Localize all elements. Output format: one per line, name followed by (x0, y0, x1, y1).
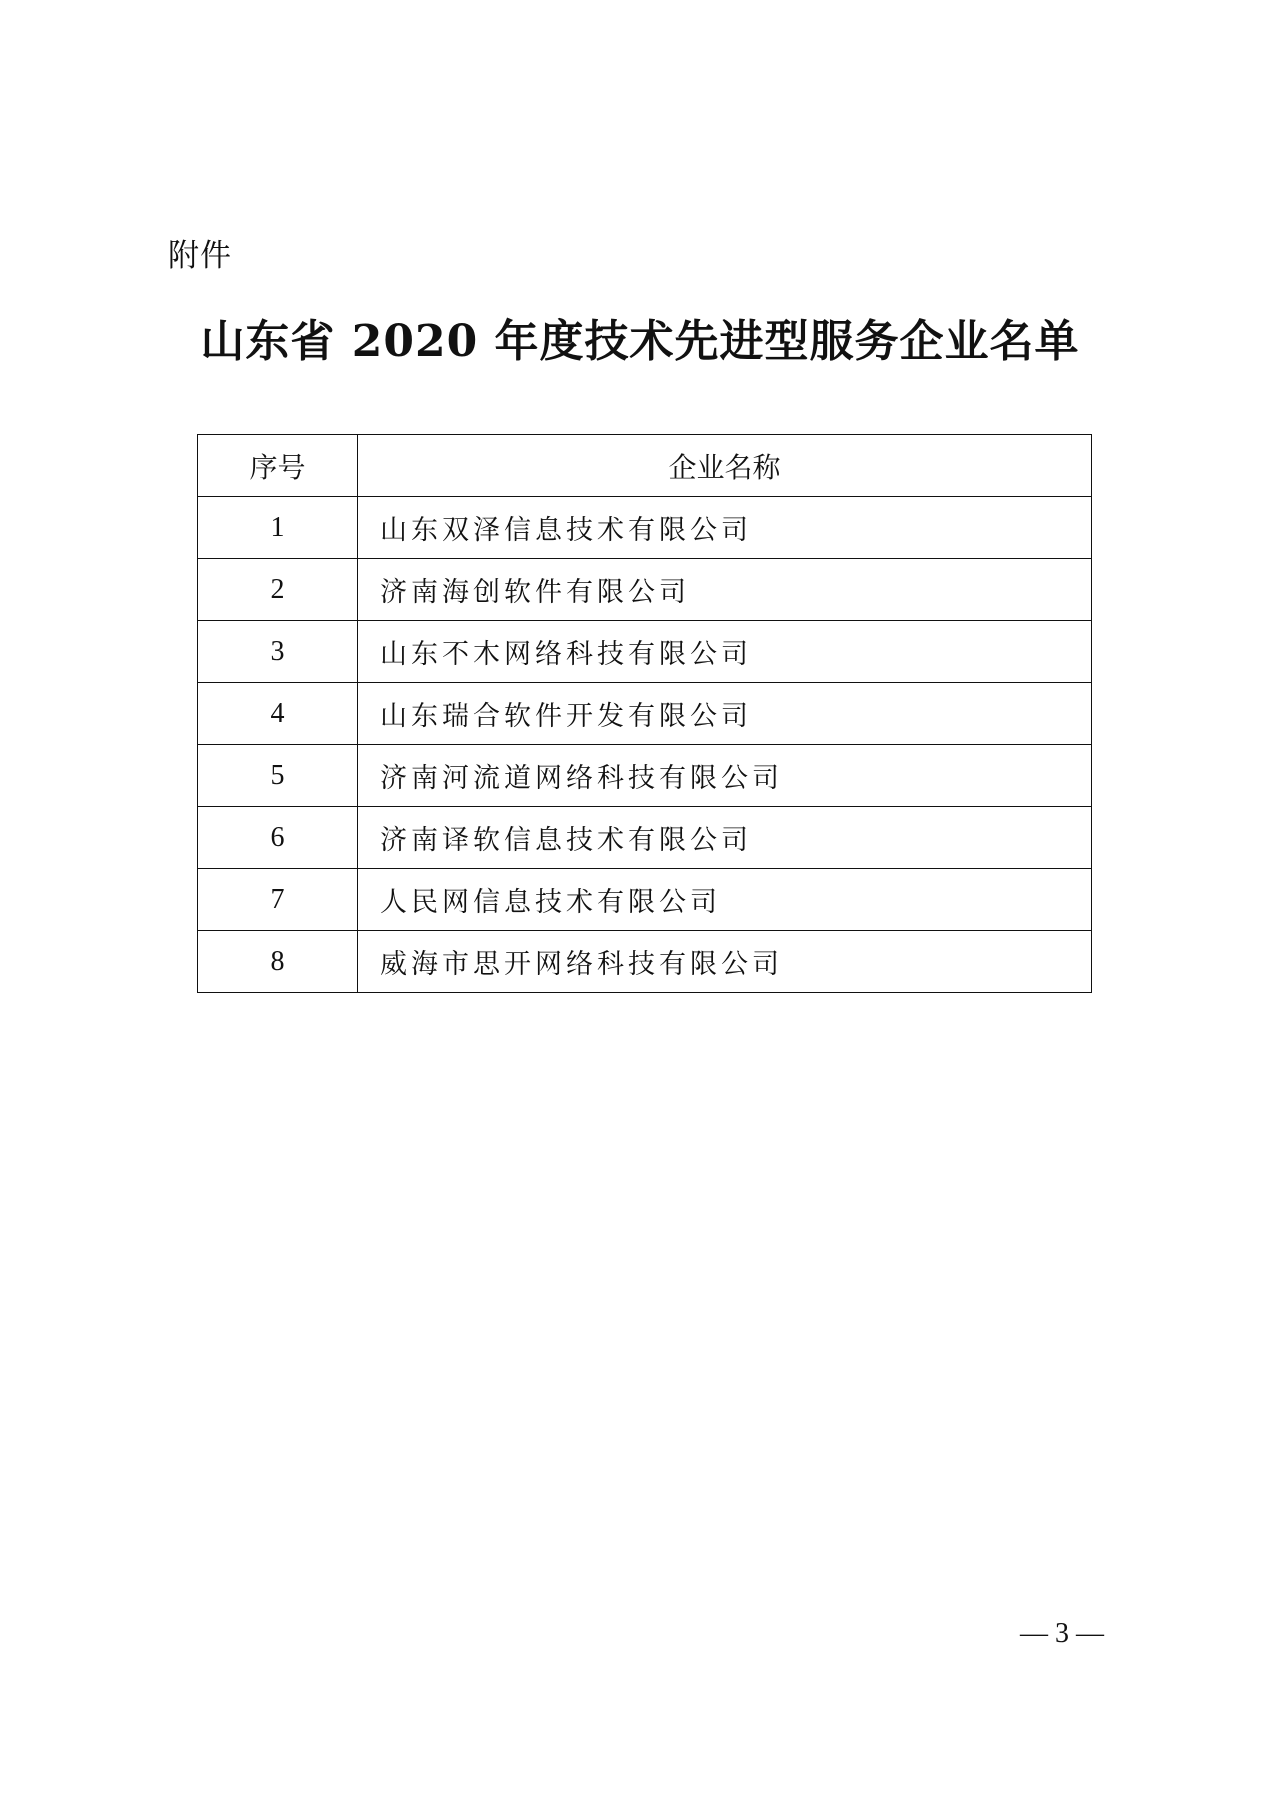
row-serial-number: 4 (198, 683, 358, 745)
table-row (198, 497, 1092, 559)
attachment-label: 附件 (168, 238, 232, 274)
row-enterprise-name: 威海市思开网络科技有限公司 (358, 931, 1092, 993)
table-row (198, 559, 1092, 621)
column-header-serial-number: 序号 (198, 435, 358, 497)
column-header-enterprise-name: 企业名称 (358, 435, 1092, 497)
row-enterprise-name: 人民网信息技术有限公司 (358, 869, 1092, 931)
row-enterprise-name: 山东瑞合软件开发有限公司 (358, 683, 1092, 745)
row-serial-number: 6 (198, 807, 358, 869)
page-number: — 3 — (1020, 1618, 1104, 1649)
row-serial-number: 8 (198, 931, 358, 993)
row-serial-number: 3 (198, 621, 358, 683)
row-enterprise-name: 山东双泽信息技术有限公司 (358, 497, 1092, 559)
table-header-row (198, 435, 1092, 497)
table-row (198, 621, 1092, 683)
row-enterprise-name: 济南海创软件有限公司 (358, 559, 1092, 621)
enterprise-list-table (197, 434, 1092, 993)
row-serial-number: 7 (198, 869, 358, 931)
table-row (198, 931, 1092, 993)
row-serial-number: 2 (198, 559, 358, 621)
row-enterprise-name: 济南河流道网络科技有限公司 (358, 745, 1092, 807)
table-row (198, 807, 1092, 869)
table-row (198, 745, 1092, 807)
document-title: 山东省 2020 年度技术先进型服务企业名单 (200, 316, 1080, 367)
table-row (198, 683, 1092, 745)
row-serial-number: 1 (198, 497, 358, 559)
row-serial-number: 5 (198, 745, 358, 807)
table-row (198, 869, 1092, 931)
row-enterprise-name: 济南译软信息技术有限公司 (358, 807, 1092, 869)
row-enterprise-name: 山东不木网络科技有限公司 (358, 621, 1092, 683)
